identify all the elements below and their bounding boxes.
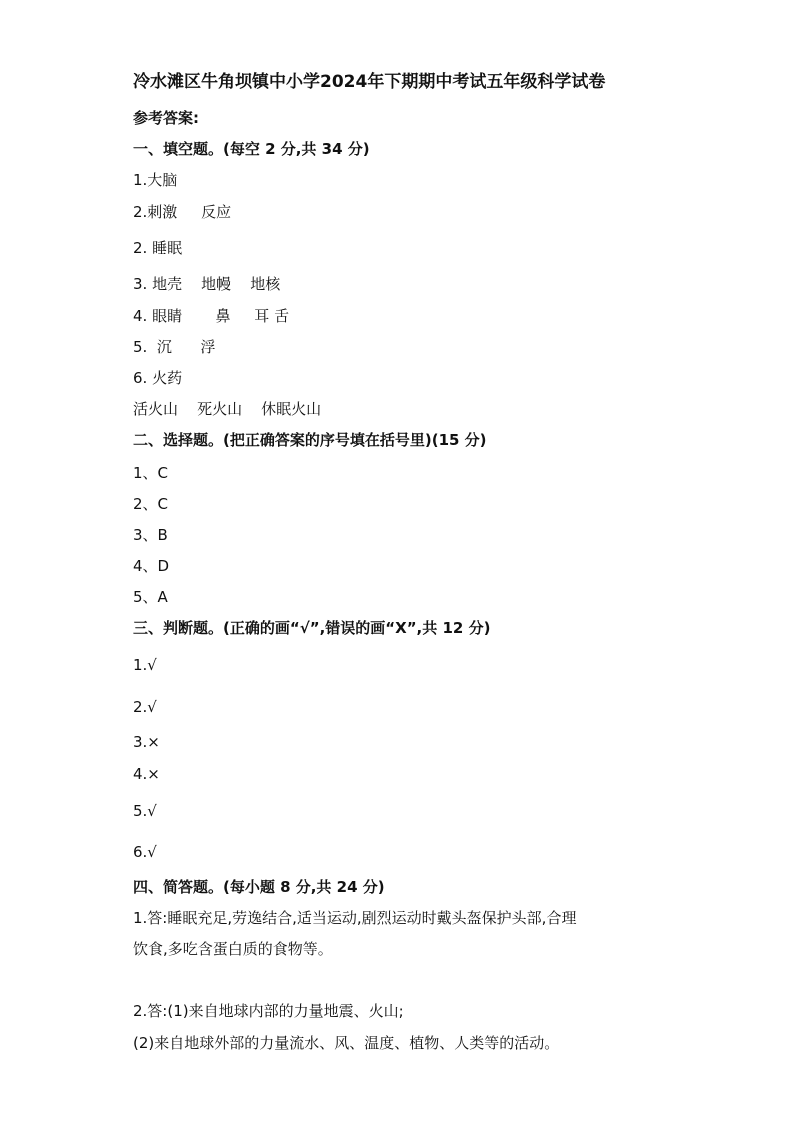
section1-heading: 一、填空题。(每空 2 分,共 34 分): [133, 140, 370, 158]
page-title: 冷水滩区牛角坝镇中小学2024年下期期中考试五年级科学试卷: [133, 72, 606, 92]
section3-item: 4.×: [133, 765, 160, 783]
answer-label: 参考答案:: [133, 109, 199, 127]
section3-item: 3.×: [133, 733, 160, 751]
answer-1-line-1: 1.答:睡眠充足,劳逸结合,适当运动,剧烈运动时戴头盔保护头部,合理: [133, 909, 577, 927]
answer-2-line-1: 2.答:(1)来自地球内部的力量地震、火山;: [133, 1002, 404, 1020]
section1-item: 3. 地壳 地幔 地核: [133, 275, 281, 293]
section3-item: 6.√: [133, 843, 157, 861]
section2-item: 4、D: [133, 557, 170, 575]
section1-item: 4. 眼睛 鼻 耳 舌: [133, 307, 290, 325]
section3-item: 1.√: [133, 656, 157, 674]
section1-item: 2.刺激 反应: [133, 203, 232, 221]
section1-item: 1.大脑: [133, 171, 178, 189]
section1-item: 5. 沉 浮: [133, 338, 216, 356]
section2-item: 5、A: [133, 588, 168, 606]
answer-1-line-2: 饮食,多吃含蛋白质的食物等。: [133, 940, 333, 958]
section1-item: 6. 火药: [133, 369, 183, 387]
section3-item: 2.√: [133, 698, 157, 716]
section2-heading: 二、选择题。(把正确答案的序号填在括号里)(15 分): [133, 431, 487, 449]
section2-item: 1、C: [133, 464, 169, 482]
section1-item: 2. 睡眠: [133, 239, 183, 257]
section2-item: 2、C: [133, 495, 169, 513]
section4-heading: 四、简答题。(每小题 8 分,共 24 分): [133, 878, 385, 896]
section3-item: 5.√: [133, 802, 157, 820]
section3-heading: 三、判断题。(正确的画“√”,错误的画“X”,共 12 分): [133, 619, 491, 637]
answer-2-line-2: (2)来自地球外部的力量流水、风、温度、植物、人类等的活动。: [133, 1034, 560, 1052]
section2-item: 3、B: [133, 526, 168, 544]
section1-item: 活火山 死火山 休眠火山: [133, 400, 322, 418]
